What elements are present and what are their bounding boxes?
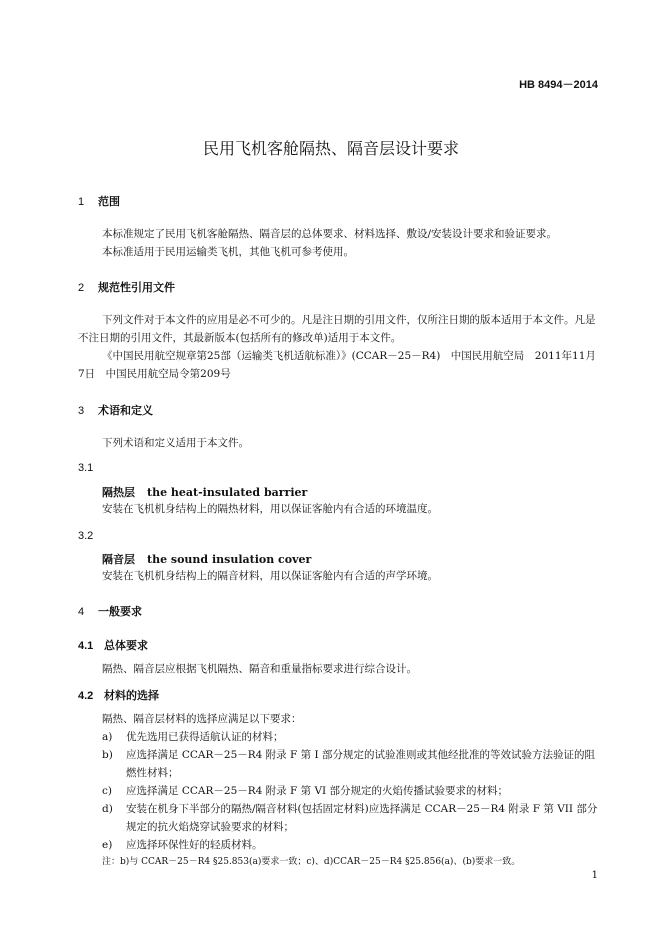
list-item-mark: b) xyxy=(102,749,113,761)
list-item-mark: e) xyxy=(102,839,113,851)
term-3-1 xyxy=(102,484,307,500)
list-item xyxy=(78,728,598,746)
section-number: 3 xyxy=(78,405,85,417)
section-number: 4.2 xyxy=(78,690,94,702)
list-item-mark: c) xyxy=(102,785,112,797)
list-item-text: 优先选用已获得适航认证的材料； xyxy=(126,731,284,743)
list-item xyxy=(78,782,598,800)
section-title: 范围 xyxy=(98,196,120,208)
section-title: 总体要求 xyxy=(104,640,148,652)
section-4-2-intro: 隔热、隔音层材料的选择应满足以下要求： xyxy=(102,713,302,725)
page-title: 民用飞机客舱隔热、隔音层设计要求 xyxy=(202,139,459,158)
term-en: the heat-insulated barrier xyxy=(147,486,308,499)
list-item-text: 安装在机身下半部分的隔热/隔音材料(包括固定材料)应选择满足 CCAR－25－R4 附录 F 第 VII 部分规定的抗火焰烧穿试验要求的材料； xyxy=(126,803,598,833)
section-number: 2 xyxy=(78,282,85,294)
list-item-text: 应选择环保性好的轻质材料。 xyxy=(126,839,263,851)
section-3-heading xyxy=(78,402,153,418)
section-1-heading xyxy=(78,193,120,209)
list-item xyxy=(78,800,598,836)
list-item-mark: a) xyxy=(102,731,113,743)
term-3-1-definition: 安装在飞机机身结构上的隔热材料，用以保证客舱内有合适的环境温度。 xyxy=(102,503,438,515)
section-1-paragraph-2: 本标准适用于民用运输类飞机，其他飞机可参考使用。 xyxy=(102,246,354,258)
list-item-mark: d) xyxy=(102,803,113,815)
section-4-1-heading xyxy=(78,637,148,653)
footnote: 注：b)与 CCAR－25－R4 §25.853(a)要求一致；c)、d)CCAR－25－R4 §25.856(a)、(b)要求一致。 xyxy=(102,857,521,867)
term-en: the sound insulation cover xyxy=(147,553,312,566)
section-2-paragraph-2: 《中国民用航空规章第25部（运输类飞机适航标准）》(CCAR－25－R4) 中国民用航空局 2011年11月7日 中国民用航空局令第209号 xyxy=(78,350,596,380)
term-3-2-number: 3.2 xyxy=(78,530,94,542)
section-title: 材料的选择 xyxy=(104,690,159,702)
section-4-1-paragraph: 隔热、隔音层应根据飞机隔热、隔音和重量指标要求进行综合设计。 xyxy=(102,663,417,675)
list-item-text: 应选择满足 CCAR－25－R4 附录 F 第 I 部分规定的试验准则或其他经批准的等效试验方法验证的阻燃性材料； xyxy=(126,749,595,779)
term-3-2-definition: 安装在飞机机身结构上的隔音材料，用以保证客舱内有合适的声学环境。 xyxy=(102,570,438,582)
section-1-paragraph-1: 本标准规定了民用飞机客舱隔热、隔音层的总体要求、材料选择、敷设/安装设计要求和验证要求。 xyxy=(102,228,558,240)
term-3-2 xyxy=(102,551,311,567)
list-item xyxy=(78,746,598,782)
page-number: 1 xyxy=(591,870,598,881)
list-item-text: 应选择满足 CCAR－25－R4 附录 F 第 VI 部分规定的火焰传播试验要求的材料； xyxy=(126,785,509,797)
section-2-heading xyxy=(78,279,175,295)
section-4-2-heading xyxy=(78,687,159,703)
section-4-heading xyxy=(78,603,142,619)
section-3-intro: 下列术语和定义适用于本文件。 xyxy=(102,437,249,449)
term-3-1-number: 3.1 xyxy=(78,462,94,474)
section-2-paragraph-1: 下列文件对于本文件的应用是必不可少的。凡是注日期的引用文件，仅所注日期的版本适用于本文件。凡是不注日期的引用文件，其最新版本(包括所有的修改单)适用于本文件。 xyxy=(78,314,596,344)
list-item xyxy=(78,836,598,854)
section-number: 1 xyxy=(78,196,85,208)
section-number: 4.1 xyxy=(78,640,94,652)
term-zh: 隔音层 xyxy=(102,553,135,566)
section-title: 规范性引用文件 xyxy=(98,282,175,294)
section-title: 一般要求 xyxy=(98,606,142,618)
term-zh: 隔热层 xyxy=(102,486,135,499)
section-title: 术语和定义 xyxy=(98,405,153,417)
section-number: 4 xyxy=(78,606,85,618)
standard-id: HB 8494－2014 xyxy=(519,79,598,91)
